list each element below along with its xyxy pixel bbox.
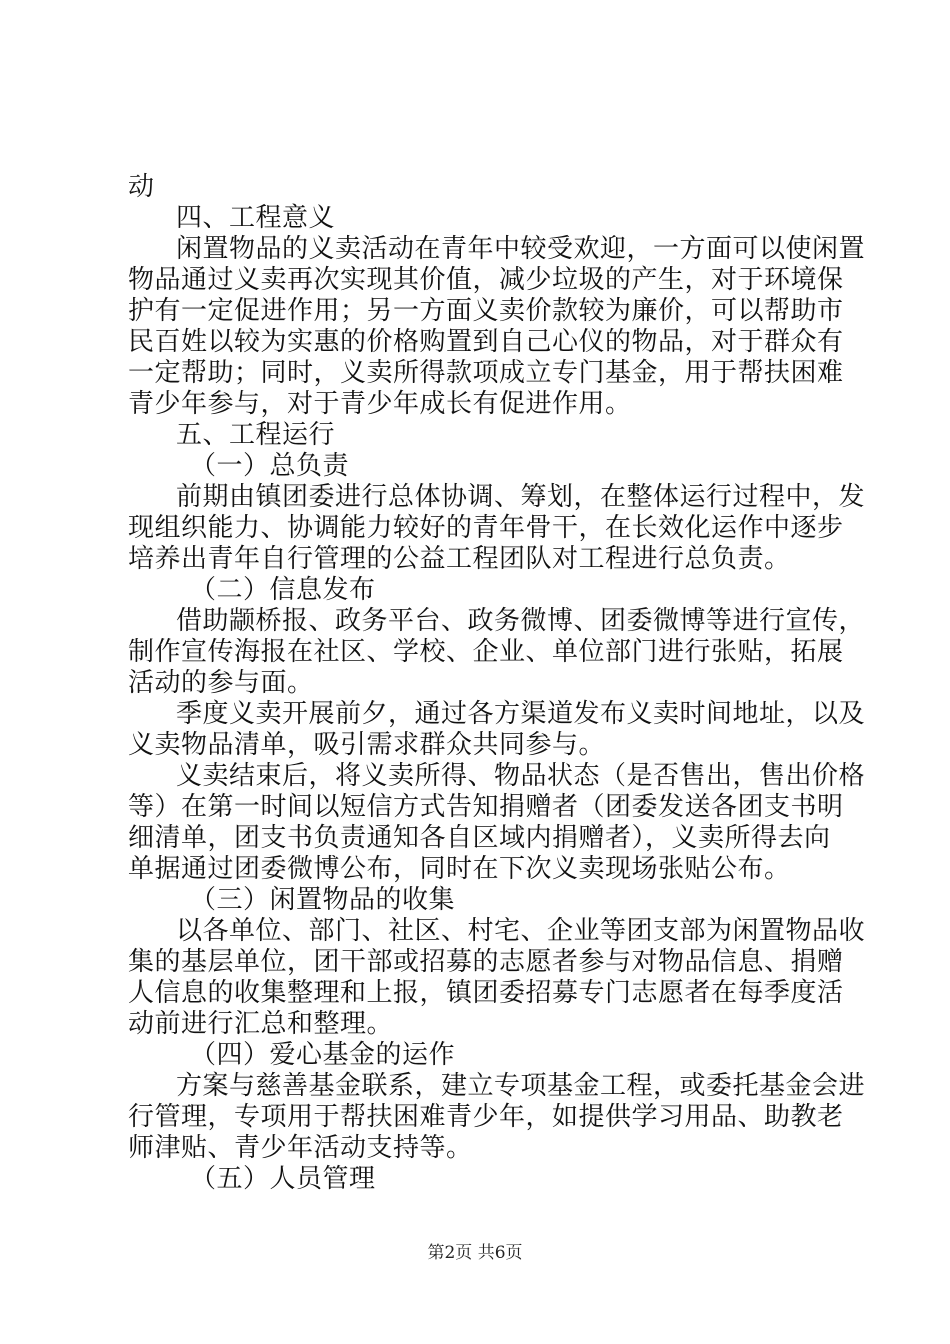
text-line: 一定帮助；同时，义卖所得款项成立专门基金，用于帮扶困难	[128, 358, 844, 388]
text-line: （一）总负责	[190, 451, 350, 481]
text-line: 行管理，专项用于帮扶困难青少年，如提供学习用品、助教老	[128, 1102, 844, 1132]
text-line: 培养出青年自行管理的公益工程团队对工程进行总负责。	[128, 544, 791, 574]
text-line: 方案与慈善基金联系，建立专项基金工程，或委托基金会进	[176, 1071, 866, 1101]
text-line: （四）爱心基金的运作	[190, 1040, 456, 1070]
text-line: 动	[128, 172, 155, 202]
text-line: 现组织能力、协调能力较好的青年骨干，在长效化运作中逐步	[128, 513, 844, 543]
text-line: 细清单，团支书负责通知各自区域内捐赠者），义卖所得去向	[128, 823, 831, 853]
text-line: 等）在第一时间以短信方式告知捐赠者（团委发送各团支书明	[128, 792, 844, 822]
text-line: 五、工程运行	[176, 420, 336, 450]
text-line: 集的基层单位，团干部或招募的志愿者参与对物品信息、捐赠	[128, 947, 844, 977]
text-line: 四、工程意义	[176, 203, 336, 233]
text-line: （三）闲置物品的收集	[190, 885, 456, 915]
page-footer: 第2页 共6页	[427, 1243, 523, 1263]
text-line: 制作宣传海报在社区、学校、企业、单位部门进行张贴，拓展	[128, 637, 844, 667]
text-line: 活动的参与面。	[128, 668, 314, 698]
text-line: 人信息的收集整理和上报，镇团委招募专门志愿者在每季度活	[128, 978, 844, 1008]
text-line: 义卖物品清单，吸引需求群众共同参与。	[128, 730, 606, 760]
text-line: 民百姓以较为实惠的价格购置到自己心仪的物品，对于群众有	[128, 327, 844, 357]
text-line: 闲置物品的义卖活动在青年中较受欢迎，一方面可以使闲置	[176, 234, 866, 264]
text-line: 借助颛桥报、政务平台、政务微博、团委微博等进行宣传，	[176, 606, 866, 636]
text-line: 护有一定促进作用；另一方面义卖价款较为廉价，可以帮助市	[128, 296, 844, 326]
text-line: 物品通过义卖再次实现其价值，减少垃圾的产生，对于环境保	[128, 265, 844, 295]
text-line: 动前进行汇总和整理。	[128, 1009, 394, 1039]
text-line: 青少年参与，对于青少年成长有促进作用。	[128, 389, 632, 419]
document-body	[128, 172, 866, 1195]
text-line: 义卖结束后，将义卖所得、物品状态（是否售出，售出价格	[176, 761, 866, 791]
text-line: 师津贴、青少年活动支持等。	[128, 1133, 473, 1163]
text-line: 季度义卖开展前夕，通过各方渠道发布义卖时间地址，以及	[176, 699, 866, 729]
text-line: （二）信息发布	[190, 575, 376, 605]
text-line: 以各单位、部门、社区、村宅、企业等团支部为闲置物品收	[176, 916, 866, 946]
text-line: 前期由镇团委进行总体协调、筹划，在整体运行过程中，发	[176, 482, 866, 512]
text-line: （五）人员管理	[190, 1164, 376, 1194]
text-line: 单据通过团委微博公布，同时在下次义卖现场张贴公布。	[128, 854, 791, 884]
